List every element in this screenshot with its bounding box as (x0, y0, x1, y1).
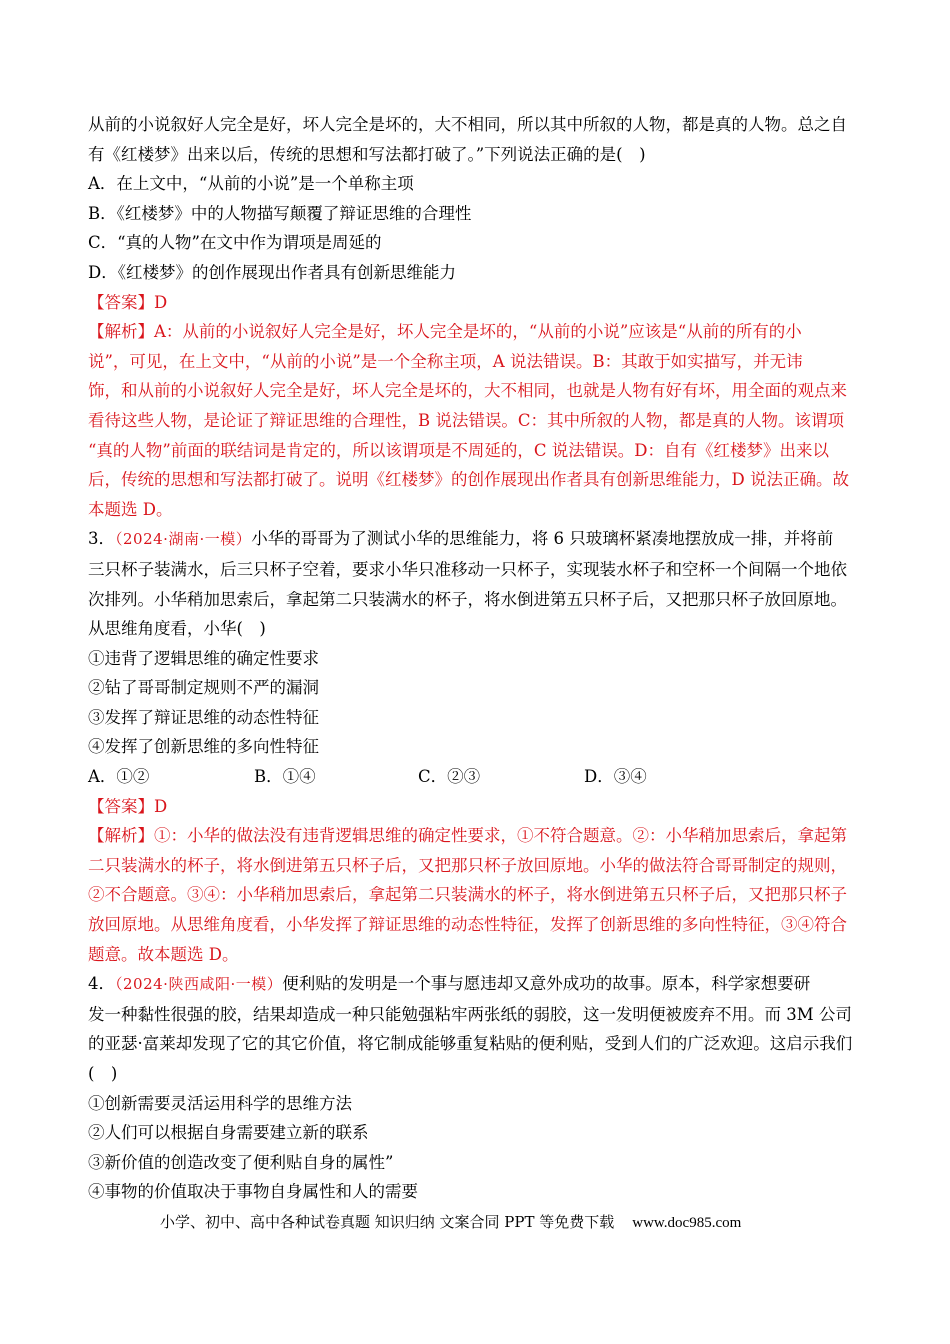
q3-analysis-line: 题意。故本题选 D。 (88, 944, 239, 964)
page-footer (160, 1211, 741, 1234)
q3-choice-c: C．②③ (418, 767, 481, 787)
analysis-label: 【解析】 (88, 826, 154, 846)
q2-option-a: A．在上文中，“从前的小说”是一个单称主项 (88, 174, 414, 194)
q2-analysis-line: 本题选 D。 (88, 499, 173, 519)
q2-analysis-line: 说”，可见，在上文中，“从前的小说”是一个全称主项，A 说法错误。B：其敢于如实描写，并无讳 (88, 351, 803, 371)
q3-analysis-line: 放回原地。从思维角度看，小华发挥了辩证思维的动态性特征，发挥了创新思维的多向性特征，③④符合 (88, 915, 847, 935)
q4-stem-line: ( ) (88, 1064, 118, 1083)
q3-statement: ②钻了哥哥制定规则不严的漏洞 (88, 678, 319, 698)
q4-statement: ④事物的价值取决于事物自身属性和人的需要 (88, 1182, 418, 1202)
stem-text: 小华的哥哥为了测试小华的思维能力，将 6 只玻璃杯紧凑地摆放成一排，并将前 (251, 529, 834, 549)
q2-analysis-line (88, 317, 868, 347)
q3-answer: 【答案】D (88, 796, 168, 816)
q2-option-c: C．“真的人物”在文中作为谓项是周延的 (88, 233, 382, 253)
stem-text: 便利贴的发明是一个事与愿违却又意外成功的故事。原本，科学家想要研 (282, 974, 811, 994)
q2-analysis-line: 看待这些人物，是论证了辩证思维的合理性，B 说法错误。C：其中所叙的人物，都是真的人物。该谓项 (88, 410, 844, 430)
footer-url-link[interactable]: www.doc985.com (632, 1215, 742, 1231)
q3-stem-line: 次排列。小华稍加思索后，拿起第二只装满水的杯子，将水倒进第五只杯子后，又把那只杯子放回原地。 (88, 589, 847, 609)
q3-statement: ④发挥了创新思维的多向性特征 (88, 737, 319, 757)
analysis-text: ①：小华的做法没有违背逻辑思维的确定性要求，①不符合题意。②：小华稍加思索后，拿起第 (154, 826, 847, 846)
q4-statement: ③新价值的创造改变了便利贴自身的属性” (88, 1152, 394, 1172)
intro-line: 从前的小说叙好人完全是好，坏人完全是坏的，大不相同，所以其中所叙的人物，都是真的人物。总之自 (88, 115, 847, 134)
question-source: （2024·陕西咸阳·一模） (115, 975, 283, 994)
q3-stem-line: 三只杯子装满水，后三只杯子空着，要求小华只准移动一只杯子，实现装水杯子和空杯一个间隔一个地依 (88, 559, 847, 579)
document-body (88, 110, 868, 1207)
q3-choice-d: D．③④ (584, 767, 647, 787)
question-number: 4． (88, 974, 115, 994)
q3-analysis-line (88, 821, 868, 851)
analysis-label: 【解析】 (88, 322, 154, 342)
q3-choice-b: B．①④ (254, 767, 316, 787)
q3-analysis-line: ②不合题意。③④：小华稍加思索后，拿起第二只装满水的杯子，将水倒进第五只杯子后，又把那只杯子 (88, 885, 847, 905)
q2-option-b: B．《红楼梦》中的人物描写颠覆了辩证思维的合理性 (88, 203, 472, 223)
q4-stem-line: 的亚瑟·富莱却发现了它的其它价值，将它制成能够重复粘贴的便利贴，受到人们的广泛欢迎。这启示我们 (88, 1034, 853, 1054)
q4-stem-line: 发一种黏性很强的胶，结果却造成一种只能勉强粘牢两张纸的弱胶，这一发明便被废弃不用。而 3M 公司 (88, 1004, 852, 1024)
footer-text: 小学、初中、高中各种试卷真题 知识归纳 文案合同 PPT 等免费下载 (160, 1213, 615, 1231)
q4-stem-line (88, 969, 868, 1000)
q2-analysis-line: 饰，和从前的小说叙好人完全是好，坏人完全是坏的，大不相同，也就是人物有好有坏，用全面的观点来 (88, 381, 847, 401)
question-source: （2024·湖南·一模） (115, 530, 252, 549)
q2-analysis-line: “真的人物”前面的联结词是肯定的，所以该谓项是不周延的，C 说法错误。D：自有《红楼梦》出来以 (88, 440, 829, 460)
q3-stem-line: 从思维角度看，小华( ) (88, 619, 266, 639)
q3-stem-line (88, 524, 868, 555)
q3-statement: ③发挥了辩证思维的动态性特征 (88, 707, 319, 727)
q3-choice-a: A．①② (88, 767, 150, 787)
q3-statement: ①违背了逻辑思维的确定性要求 (88, 648, 319, 668)
q3-choices (88, 762, 868, 792)
q2-option-d: D．《红楼梦》的创作展现出作者具有创新思维能力 (88, 262, 456, 282)
analysis-text: A：从前的小说叙好人完全是好，坏人完全是坏的，“从前的小说”应该是“从前的所有的小 (154, 322, 802, 342)
intro-line: 有《红楼梦》出来以后，传统的思想和写法都打破了。”下列说法正确的是( ) (88, 144, 646, 164)
q4-statement: ①创新需要灵活运用科学的思维方法 (88, 1093, 352, 1113)
question-number: 3． (88, 529, 115, 549)
q2-analysis-line: 后，传统的思想和写法都打破了。说明《红楼梦》的创作展现出作者具有创新思维能力，D 说法正确。故 (88, 470, 849, 490)
q3-analysis-line: 二只装满水的杯子，将水倒进第五只杯子后，又把那只杯子放回原地。小华的做法符合哥哥制定的规则， (88, 855, 847, 875)
q4-statement: ②人们可以根据自身需要建立新的联系 (88, 1123, 369, 1143)
q2-answer: 【答案】D (88, 292, 168, 312)
